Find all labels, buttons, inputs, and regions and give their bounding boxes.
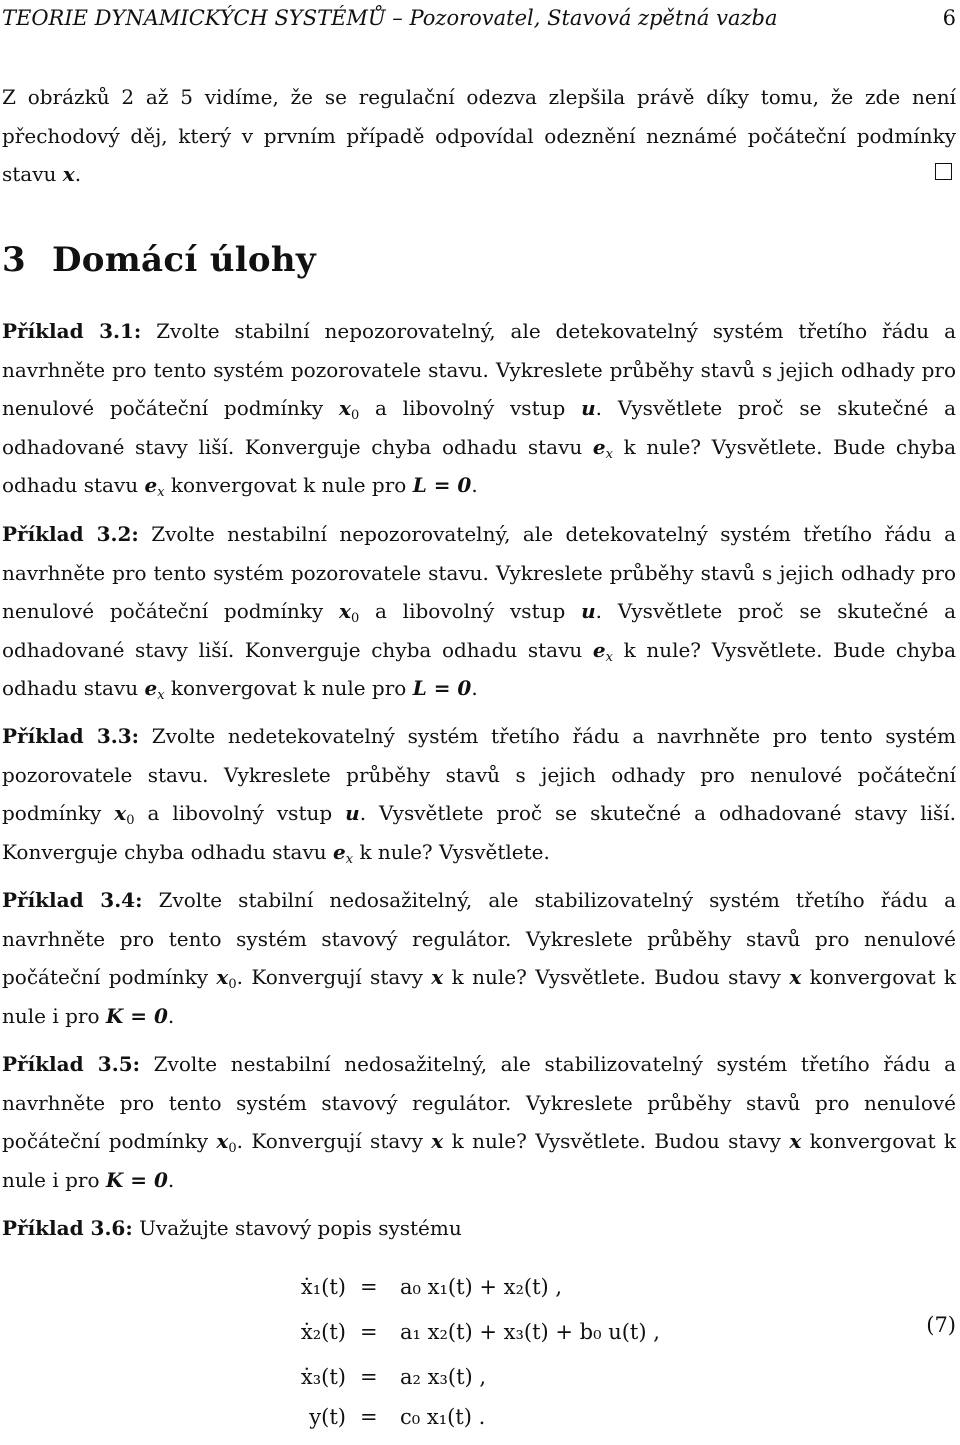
- example-3-5: Příklad 3.5: Zvolte nestabilní nedosažitelný, ale stabilizovatelný systém třetího řádu a navrhněte pro tento systém stavový regulátor. Vykreslete průběhy stavů pro nenulové počáteční podmínky $x_0$. Konvergují stavy x k nule? Vysvětlete. Budou stavy x konvergovat k nule i pro K = 0.: [2, 1052, 956, 1192]
- equation-operator: =: [360, 1275, 378, 1299]
- equation-rhs: a₁ x₂(t) + x₃(t) + b₀ u(t) ,: [400, 1320, 660, 1344]
- header-title: TEORIE DYNAMICKÝCH SYSTÉMŮ – Pozorovatel, Stavová zpětná vazba: [2, 6, 778, 30]
- page-number: 6: [942, 6, 956, 30]
- equation-number: (7): [926, 1313, 956, 1337]
- example-3-1: Příklad 3.1: Zvolte stabilní nepozorovatelný, ale detekovatelný systém třetího řádu a navrhněte pro tento systém pozorovatele stavu. Vykreslete průběhy stavů s jejich odhady pro nenulové počáteční podmínky $x_0$ a libovolný vstup u. Vysvětlete proč se skutečné a odhadované stavy liší. Konverguje chyba odhadu stavu $e_x$ k nule? Vysvětlete. Bude chyba odhadu stavu $e_x$ konvergovat k nule pro L = 0.: [2, 319, 957, 500]
- example-3-2: Příklad 3.2: Zvolte nestabilní nepozorovatelný, ale detekovatelný systém třetího řádu a navrhněte pro tento systém pozorovatele stavu. Vykreslete průběhy stavů s jejich odhady pro nenulové počáteční podmínky $x_0$ a libovolný vstup u. Vysvětlete proč se skutečné a odhadované stavy liší. Konverguje chyba odhadu stavu $e_x$ k nule? Vysvětlete. Bude chyba odhadu stavu $e_x$ konvergovat k nule pro L = 0.: [2, 522, 957, 703]
- qed-square-icon: [935, 163, 952, 180]
- example-3-3: Příklad 3.3: Zvolte nedetekovatelný systém třetího řádu a navrhněte pro tento systém pozorovatele stavu. Vykreslete průběhy stavů s jejich odhady pro nenulové počáteční podmínky $x_0$ a libovolný vstup u. Vysvětlete proč se skutečné a odhadované stavy liší. Konverguje chyba odhadu stavu $e_x$ k nule? Vysvětlete.: [2, 724, 956, 867]
- equation-operator: =: [360, 1365, 378, 1389]
- equation-row: [0, 1405, 960, 1445]
- equation-operator: =: [360, 1320, 378, 1344]
- equation-rhs: a₀ x₁(t) + x₂(t) ,: [400, 1275, 563, 1299]
- equation-lhs: ẋ₂(t): [300, 1320, 346, 1344]
- equation-rhs: c₀ x₁(t) .: [400, 1405, 486, 1429]
- example-3-4: Příklad 3.4: Zvolte stabilní nedosažitelný, ale stabilizovatelný systém třetího řádu a navrhněte pro tento systém stavový regulátor. Vykreslete průběhy stavů pro nenulové počáteční podmínky $x_0$. Konvergují stavy x k nule? Vysvětlete. Budou stavy x konvergovat k nule i pro K = 0.: [2, 888, 956, 1028]
- equation-lhs: ẋ₁(t): [300, 1275, 346, 1299]
- equation-lhs: ẋ₃(t): [300, 1365, 346, 1389]
- intro-paragraph: Z obrázků 2 až 5 vidíme, že se regulační odezva zlepšila právě díky tomu, že zde není přechodový děj, který v prvním případě odpovídal odeznění neznámé počáteční podmínky stavu x.: [2, 85, 956, 186]
- running-header: [2, 6, 956, 36]
- equation-operator: =: [360, 1405, 378, 1429]
- equation-row: [0, 1365, 960, 1405]
- equation-row: [0, 1320, 960, 1360]
- example-3-6: Příklad 3.6: Uvažujte stavový popis systému: [2, 1216, 462, 1240]
- section-heading: 3 Domácí úlohy: [2, 240, 316, 280]
- equation-lhs: y(t): [309, 1405, 346, 1429]
- equation-row: [0, 1275, 960, 1315]
- equation-rhs: a₂ x₃(t) ,: [400, 1365, 487, 1389]
